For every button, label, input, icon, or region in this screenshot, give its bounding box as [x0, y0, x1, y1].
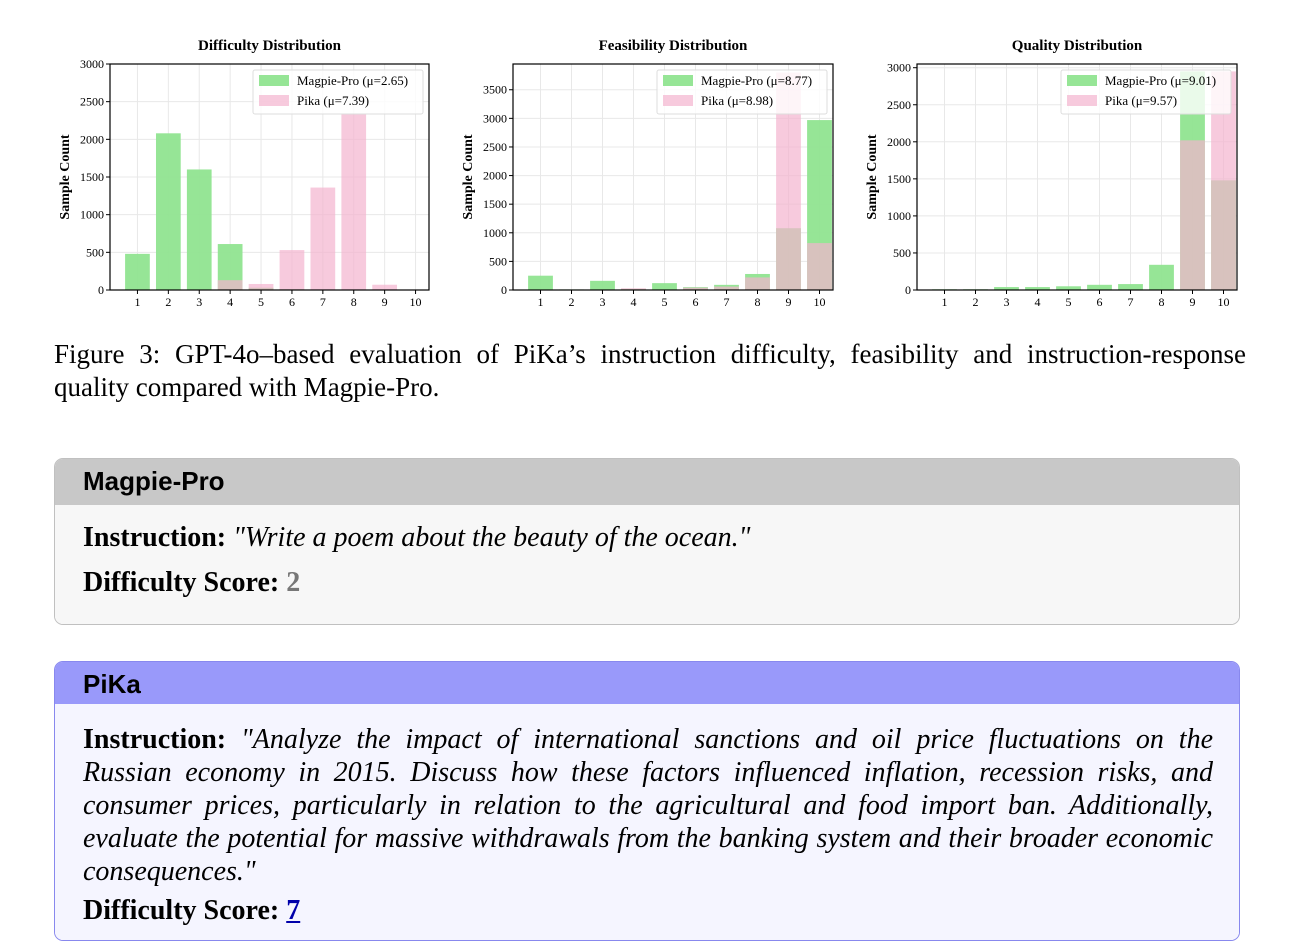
y-tick-label: 1000	[80, 207, 104, 222]
x-tick-label: 6	[288, 295, 295, 309]
chart-title: Quality Distribution	[1011, 38, 1143, 54]
x-tick-label: 7	[319, 295, 326, 309]
magpie-instruction	[83, 521, 1213, 554]
chart-3	[865, 38, 1237, 309]
pika-score	[83, 894, 1213, 928]
y-axis-label: Sample Count	[865, 134, 880, 220]
magpie-pro-header: Magpie-Pro	[55, 459, 1239, 505]
x-tick-label: 5	[661, 295, 668, 309]
x-tick-label: 9	[785, 295, 792, 309]
y-tick-label: 500	[893, 245, 911, 260]
bar-pika-4	[218, 280, 243, 290]
legend-swatch	[259, 95, 289, 106]
x-tick-label: 9	[381, 295, 388, 309]
legend-label: Magpie-Pro (μ=8.77)	[701, 73, 813, 88]
x-tick-label: 6	[1096, 295, 1103, 309]
y-axis-label: Sample Count	[461, 134, 476, 220]
pika-instruction-label: Instruction:	[83, 724, 227, 755]
chart-title: Feasibility Distribution	[598, 38, 748, 54]
legend-label: Magpie-Pro (μ=9.01)	[1105, 73, 1217, 88]
x-tick-label: 2	[165, 295, 172, 309]
chart-title: Difficulty Distribution	[198, 38, 341, 54]
x-tick-label: 5	[1065, 295, 1072, 309]
bar-magpie-6	[1087, 285, 1112, 290]
magpie-score	[83, 566, 1213, 600]
y-tick-label: 1500	[887, 171, 911, 186]
y-tick-label: 0	[905, 283, 911, 297]
x-tick-label: 4	[1034, 295, 1041, 309]
bar-pika-6	[280, 250, 305, 290]
y-tick-label: 2500	[887, 97, 911, 112]
y-tick-label: 1500	[483, 197, 507, 212]
figure-charts	[0, 0, 1300, 320]
pika-header: PiKa	[55, 662, 1239, 704]
y-tick-label: 500	[86, 245, 104, 260]
y-tick-label: 0	[501, 283, 507, 297]
x-tick-label: 5	[258, 295, 265, 309]
y-axis-label: Sample Count	[58, 134, 73, 220]
bar-pika-9	[1180, 140, 1205, 290]
y-tick-label: 1500	[80, 170, 104, 184]
x-tick-label: 10	[409, 295, 422, 309]
y-tick-label: 1000	[483, 225, 507, 240]
x-tick-label: 1	[941, 295, 948, 309]
x-tick-label: 6	[692, 295, 699, 309]
y-tick-label: 500	[489, 254, 507, 269]
pika-instruction	[83, 723, 1213, 888]
x-tick-label: 8	[1158, 295, 1165, 309]
bar-pika-7	[310, 188, 335, 290]
y-tick-label: 2500	[483, 139, 507, 154]
pika-box	[54, 661, 1240, 941]
magpie-instruction-text: "Write a poem about the beauty of the ocean."	[233, 522, 751, 553]
bar-pika-5	[249, 284, 274, 290]
charts-svg	[0, 0, 1300, 320]
bar-pika-9	[372, 285, 397, 290]
bar-magpie-7	[1118, 284, 1143, 290]
pika-instruction-text: "Analyze the impact of international sanctions and oil price fluctuations on the Russian economy in 2015. Discuss how these factors influenced inflation, recession risks, and consumer prices, particularly in relation to the agricultural and food import ban. Additionally, evaluate the potential for massive withdrawals from the banking system and their broader economic consequences."	[83, 724, 1214, 887]
x-tick-label: 4	[227, 295, 234, 309]
x-tick-label: 2	[972, 295, 979, 309]
bar-magpie-8	[1149, 265, 1174, 290]
pika-body	[55, 704, 1239, 941]
bar-pika-10	[807, 243, 832, 290]
chart-1	[58, 38, 429, 309]
legend-swatch	[1067, 75, 1097, 86]
bar-magpie-3	[590, 281, 615, 290]
y-tick-label: 3000	[483, 111, 507, 126]
bar-magpie-3	[187, 169, 212, 290]
pika-score-label: Difficulty Score:	[83, 895, 280, 926]
x-tick-label: 3	[1003, 295, 1010, 309]
magpie-pro-body	[55, 505, 1239, 625]
legend-label: Pika (μ=7.39)	[297, 93, 370, 108]
legend-swatch	[1067, 95, 1097, 106]
bar-pika-8	[745, 277, 770, 290]
legend-label: Pika (μ=8.98)	[701, 93, 774, 108]
magpie-score-value: 2	[286, 567, 301, 598]
y-tick-label: 3500	[483, 82, 507, 97]
magpie-pro-box	[54, 458, 1240, 625]
x-tick-label: 10	[1217, 295, 1230, 309]
magpie-instruction-label: Instruction:	[83, 522, 227, 553]
x-tick-label: 10	[813, 295, 826, 309]
bar-magpie-5	[652, 283, 677, 290]
x-tick-label: 8	[754, 295, 761, 309]
x-tick-label: 8	[350, 295, 357, 309]
magpie-score-label: Difficulty Score:	[83, 567, 280, 598]
x-tick-label: 7	[1127, 295, 1134, 309]
legend-swatch	[259, 75, 289, 86]
x-tick-label: 1	[134, 295, 141, 309]
pika-score-value: 7	[286, 895, 301, 926]
legend-swatch	[663, 75, 693, 86]
y-tick-label: 2000	[887, 134, 911, 149]
bar-pika-8	[341, 114, 366, 290]
y-tick-label: 2500	[80, 94, 104, 109]
y-tick-label: 0	[98, 283, 104, 297]
x-tick-label: 7	[723, 295, 730, 309]
x-tick-label: 3	[599, 295, 606, 309]
x-tick-label: 2	[568, 295, 575, 309]
bar-magpie-2	[156, 133, 181, 290]
y-tick-label: 2000	[80, 132, 104, 147]
x-tick-label: 9	[1189, 295, 1196, 309]
legend-swatch	[663, 95, 693, 106]
chart-2	[461, 38, 833, 309]
figure-caption: Figure 3: GPT-4o–based evaluation of PiKa’s instruction difficulty, feasibility and instruction-response quality compared with Magpie-Pro.	[54, 339, 1246, 402]
legend-label: Magpie-Pro (μ=2.65)	[297, 73, 409, 88]
y-tick-label: 2000	[483, 168, 507, 183]
bar-magpie-1	[528, 276, 553, 290]
x-tick-label: 4	[630, 295, 637, 309]
bar-magpie-1	[125, 254, 150, 290]
x-tick-label: 3	[196, 295, 203, 309]
x-tick-label: 1	[537, 295, 544, 309]
legend-label: Pika (μ=9.57)	[1105, 93, 1178, 108]
y-tick-label: 1000	[887, 208, 911, 223]
y-tick-label: 3000	[80, 57, 104, 71]
y-tick-label: 3000	[887, 60, 911, 75]
